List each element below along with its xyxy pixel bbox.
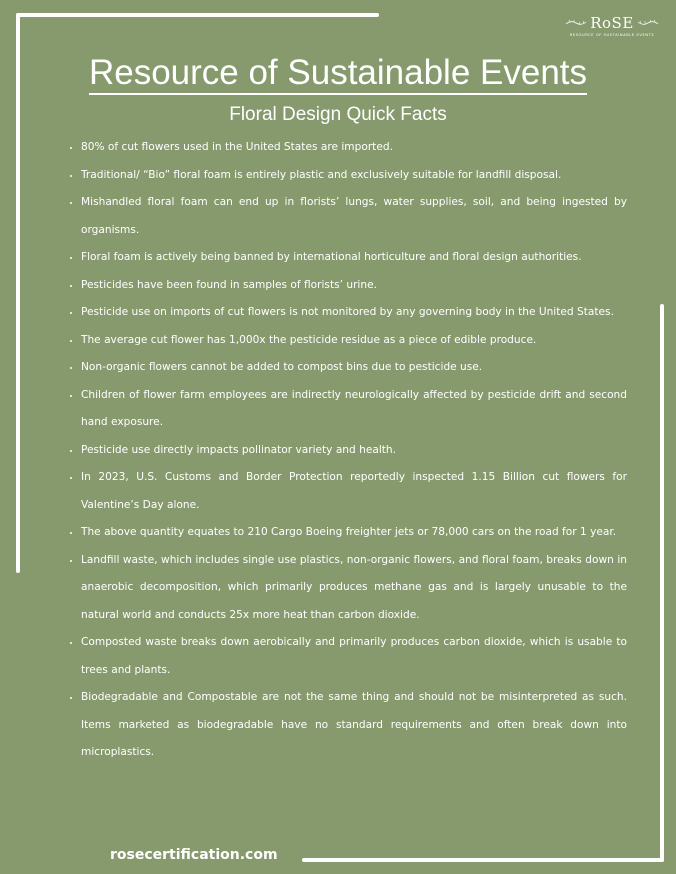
fact-item: • Children of flower farm employees are indirectly neurologically affected by pesticide drift and second hand exposure. (81, 382, 627, 437)
page-subtitle: Floral Design Quick Facts (229, 104, 447, 125)
fact-item: • Floral foam is actively being banned by international horticulture and floral design authorities. (81, 244, 627, 272)
page-title (0, 52, 676, 94)
fact-item: • Mishandled floral foam can end up in florists’ lungs, water supplies, soil, and being ingested by organisms. (81, 189, 627, 244)
fact-item: • The average cut flower has 1,000x the pesticide residue as a piece of edible produce. (81, 327, 627, 355)
website-link[interactable]: rosecertification.com (110, 847, 278, 863)
fact-item: • In 2023, U.S. Customs and Border Protection reportedly inspected 1.15 Billion cut flowers for Valentine’s Day alone. (81, 464, 627, 519)
fact-item: • Pesticides have been found in samples of florists’ urine. (81, 272, 627, 300)
fact-item: • Traditional/ “Bio” floral foam is entirely plastic and exclusively suitable for landfill disposal. (81, 162, 627, 190)
fact-item: • Biodegradable and Compostable are not the same thing and should not be misinterpreted as such. Items marketed as biodegradable have no standard requirements and often break down into microplastics. (81, 684, 627, 767)
fact-item: • Composted waste breaks down aerobically and primarily produces carbon dioxide, which is usable to trees and plants. (81, 629, 627, 684)
logo-tagline: RESOURCE OF SUSTAINABLE EVENTS (569, 33, 655, 37)
frame-line-right (660, 304, 664, 862)
frame-line-left (16, 13, 20, 573)
logo-name: RoSE (590, 14, 634, 32)
leaf-sprig-left-icon (565, 19, 587, 27)
fact-item: • Pesticide use directly impacts pollinator variety and health. (81, 437, 627, 465)
page-title-text: Resource of Sustainable Events (89, 53, 587, 95)
fact-item: • Landfill waste, which includes single use plastics, non-organic flowers, and floral foam, breaks down in anaerobic decomposition, which primarily produces methane gas and is largely unusable to the natural world and conducts 25x more heat than carbon dioxide. (81, 547, 627, 630)
fact-item: • 80% of cut flowers used in the United States are imported. (81, 134, 627, 162)
fact-item: • The above quantity equates to 210 Cargo Boeing freighter jets or 78,000 cars on the road for 1 year. (81, 519, 627, 547)
rose-logo (560, 14, 664, 37)
fact-item: • Non-organic flowers cannot be added to compost bins due to pesticide use. (81, 354, 627, 382)
leaf-sprig-right-icon (637, 19, 659, 27)
frame-line-bottom (302, 858, 664, 862)
facts-list (62, 134, 627, 767)
fact-item: • Pesticide use on imports of cut flowers is not monitored by any governing body in the United States. (81, 299, 627, 327)
frame-line-top (16, 13, 379, 17)
